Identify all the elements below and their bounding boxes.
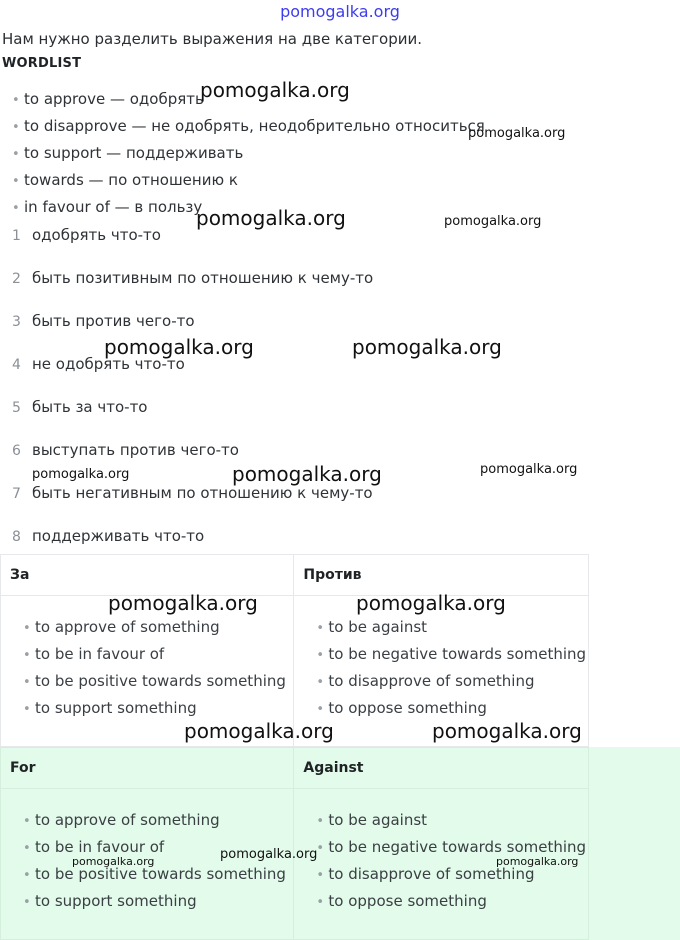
list-item: • to support something bbox=[23, 892, 197, 910]
site-header-link[interactable]: pomogalka.org bbox=[280, 2, 400, 21]
wordlist-item: • towards — по отношению к bbox=[12, 171, 238, 189]
list-item: • to be negative towards something bbox=[316, 838, 587, 856]
list-item: • to disapprove of something bbox=[316, 672, 535, 690]
watermark: pomogalka.org bbox=[356, 591, 506, 615]
bullet-icon: • bbox=[23, 895, 31, 910]
list-item: • to disapprove of something bbox=[316, 865, 535, 883]
list-item: • to oppose something bbox=[316, 699, 487, 717]
task-item: 5 быть за что-то bbox=[12, 398, 148, 416]
bullet-icon: • bbox=[316, 895, 325, 910]
bullet-icon: • bbox=[316, 868, 325, 883]
watermark: pomogalka.org bbox=[352, 335, 502, 359]
table-header-cell bbox=[294, 748, 589, 789]
bullet-icon: • bbox=[12, 93, 20, 108]
task-item: 8 поддерживать что-то bbox=[12, 527, 205, 545]
list-item: • to be against bbox=[316, 618, 428, 636]
bullet-icon: • bbox=[23, 621, 31, 636]
task-item: 7 быть негативным по отношению к чему-то bbox=[12, 484, 373, 502]
column-header-against: Against bbox=[303, 760, 364, 776]
column-header-for: За bbox=[10, 567, 30, 583]
table-header-cell bbox=[294, 555, 589, 596]
wordlist bbox=[12, 90, 485, 225]
watermark: pomogalka.org bbox=[108, 591, 258, 615]
bullet-icon: • bbox=[316, 841, 325, 856]
watermark: pomogalka.org bbox=[444, 214, 542, 229]
bullet-icon: • bbox=[316, 648, 325, 663]
task-list bbox=[12, 226, 373, 570]
bullet-icon: • bbox=[12, 201, 20, 216]
task-item: 4 не одобрять что-то bbox=[12, 355, 185, 373]
bullet-icon: • bbox=[23, 868, 31, 883]
intro-text: Нам нужно разделить выражения на две категории. bbox=[2, 30, 422, 48]
bullet-icon: • bbox=[12, 174, 20, 189]
table-header-cell bbox=[1, 748, 294, 789]
column-header-against: Против bbox=[303, 567, 362, 583]
bullet-icon: • bbox=[23, 648, 31, 663]
watermark: pomogalka.org bbox=[468, 126, 566, 141]
task-item: 3 быть против чего-то bbox=[12, 312, 195, 330]
bullet-icon: • bbox=[12, 147, 20, 162]
task-item: 6 выступать против чего-то bbox=[12, 441, 239, 459]
list-item: • to be negative towards something bbox=[316, 645, 587, 663]
bullet-icon: • bbox=[23, 841, 31, 856]
list-item: • to oppose something bbox=[316, 892, 487, 910]
answer-table-en bbox=[0, 747, 589, 940]
list-item: • to be in favour of bbox=[23, 838, 165, 856]
bullet-icon: • bbox=[316, 702, 325, 717]
bullet-icon: • bbox=[12, 120, 20, 135]
bullet-icon: • bbox=[316, 814, 325, 829]
list-item: • to be in favour of bbox=[23, 645, 165, 663]
wordlist-item: • to approve — одобрять bbox=[12, 90, 204, 108]
table-header-cell bbox=[1, 555, 294, 596]
list-item: • to support something bbox=[23, 699, 197, 717]
watermark: pomogalka.org bbox=[184, 719, 334, 743]
wordlist-item: • to support — поддерживать bbox=[12, 144, 244, 162]
watermark: pomogalka.org bbox=[200, 78, 350, 102]
bullet-icon: • bbox=[23, 702, 31, 717]
watermark: pomogalka.org bbox=[32, 467, 130, 482]
wordlist-item: • to disapprove — не одобрять, неодобрительно относиться bbox=[12, 117, 485, 135]
task-item: 1 одобрять что-то bbox=[12, 226, 161, 244]
bullet-icon: • bbox=[23, 814, 31, 829]
watermark: pomogalka.org bbox=[232, 462, 382, 486]
wordlist-title: WORDLIST bbox=[2, 56, 82, 71]
watermark: pomogalka.org bbox=[72, 855, 155, 868]
watermark: pomogalka.org bbox=[104, 335, 254, 359]
task-item: 2 быть позитивным по отношению к чему-то bbox=[12, 269, 374, 287]
watermark: pomogalka.org bbox=[480, 462, 578, 477]
watermark: pomogalka.org bbox=[220, 847, 318, 862]
list-item: • to approve of something bbox=[23, 811, 220, 829]
list-item: • to approve of something bbox=[23, 618, 220, 636]
list-item: • to be positive towards something bbox=[23, 672, 286, 690]
list-item: • to be against bbox=[316, 811, 428, 829]
watermark: pomogalka.org bbox=[432, 719, 582, 743]
wordlist-item: • in favour of — в пользу bbox=[12, 198, 203, 216]
bullet-icon: • bbox=[23, 675, 31, 690]
list-item: • to be positive towards something bbox=[23, 865, 286, 883]
watermark: pomogalka.org bbox=[196, 206, 346, 230]
bullet-icon: • bbox=[316, 675, 325, 690]
bullet-icon: • bbox=[316, 621, 325, 636]
watermark: pomogalka.org bbox=[496, 855, 579, 868]
column-header-for: For bbox=[10, 760, 36, 776]
